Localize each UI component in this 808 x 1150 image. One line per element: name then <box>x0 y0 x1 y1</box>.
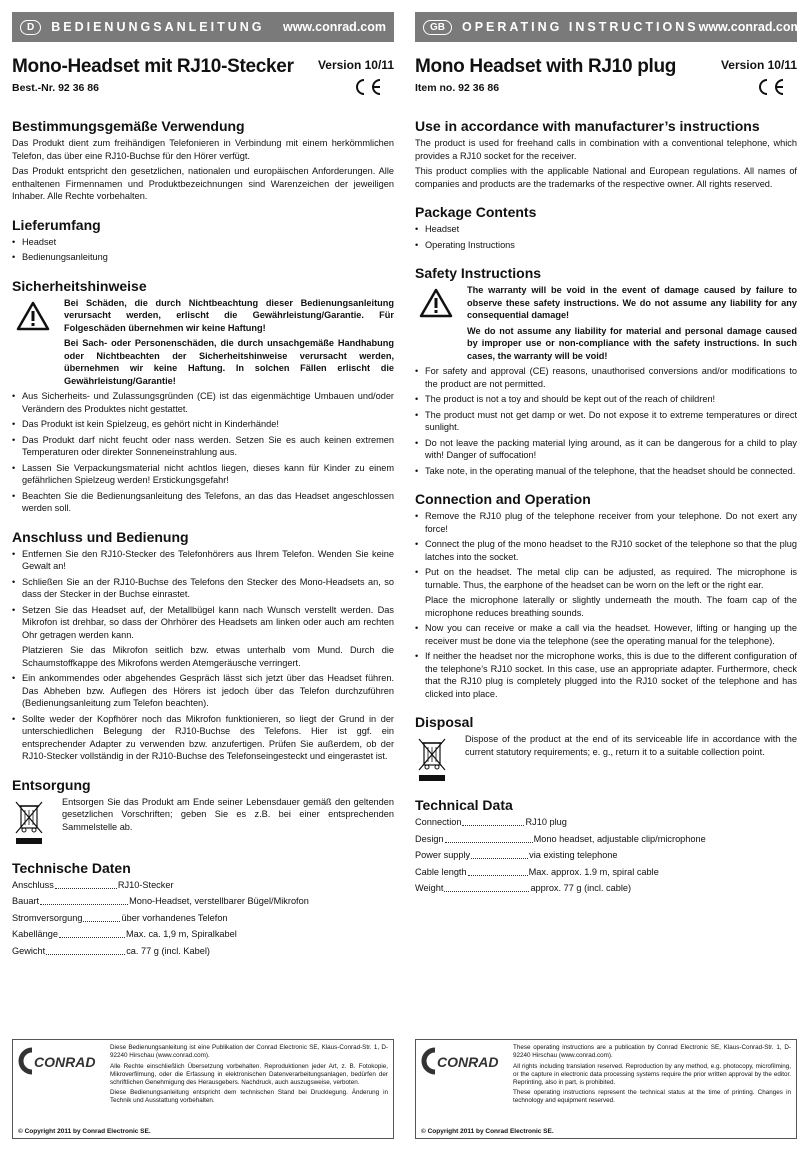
spec-key: Bauart <box>12 896 40 906</box>
version-label: Version 10/11 <box>317 58 394 72</box>
german-column <box>12 12 394 961</box>
conrad-logo <box>421 1046 509 1076</box>
intended-use-section <box>12 118 394 203</box>
english-footer <box>415 1039 797 1139</box>
english-column <box>415 12 802 899</box>
section-heading: Bestimmungsgemäße Verwendung <box>12 118 245 134</box>
list-item: • Remove the RJ10 plug of the telephone receiver from your telephone. Do not exert any force! <box>415 510 797 535</box>
spec-value: RJ10-Stecker <box>117 879 174 890</box>
spec-key: Gewicht <box>12 945 46 956</box>
warning-text: Bei Schäden, die durch Nichtbeachtung dieser Bedienungsanleitung verursacht werden, erlischt die Gewährleistung/Garantie. Für Folgeschäden übernehmen wir keine Haftung! <box>64 297 394 333</box>
logo-text: CONRAD <box>34 1054 96 1070</box>
banner-title: BEDIENUNGSANLEITUNG <box>51 20 265 34</box>
section-heading: Safety Instructions <box>415 265 542 281</box>
list-item: • For safety and approval (CE) reasons, unauthorised conversions and/or modifications to the product are not permitted. <box>415 365 797 390</box>
safety-section <box>415 265 797 477</box>
crossed-bin-icon <box>417 737 447 783</box>
spec-value: approx. 77 g (incl. cable) <box>530 883 632 893</box>
copyright: © Copyright 2011 by Conrad Electronic SE. <box>421 1128 554 1135</box>
list-item: • Schließen Sie an der RJ10-Buchse des Telefons den Stecker des Mono-Headsets an, so dass der Stecker in der Buchse einrastet. <box>12 576 394 601</box>
list-item: • The product is not a toy and should be kept out of the reach of children! <box>415 393 797 406</box>
disposal-text: Dispose of the product at the end of its serviceable life in accordance with the current statutory requirements; e. g., return it to a suitable collection point. <box>465 734 797 757</box>
german-footer <box>12 1039 394 1139</box>
spec-key: Kabellänge <box>12 929 58 939</box>
spec-value: über vorhandenes Telefon <box>121 912 228 923</box>
banner-title: OPERATING INSTRUCTIONS <box>462 20 699 34</box>
warning-triangle-icon <box>419 288 453 318</box>
spec-row <box>12 895 394 908</box>
section-heading: Connection and Operation <box>415 491 591 507</box>
spec-row <box>415 833 797 846</box>
spec-row <box>415 816 797 829</box>
paragraph: Das Produkt entspricht den gesetzlichen, nationalen und europäischen Anforderungen. Alle enthaltenen Firmennamen und Produktbezeichnungen sind Warenzeichen der jeweiligen Inhaber. Alle Rechte vorbehalten. <box>12 166 394 201</box>
title-block <box>415 56 797 104</box>
spec-key: Power supply <box>415 850 471 860</box>
version-label: Version 10/11 <box>720 58 797 72</box>
section-heading: Anschluss und Bedienung <box>12 528 189 545</box>
list-item: • The product must not get damp or wet. Do not expose it to extreme temperatures or direct sunlight. <box>415 409 797 434</box>
spec-row <box>12 912 394 925</box>
spec-value: Max. ca. 1,9 m, Spiralkabel <box>125 929 237 939</box>
list-item: • Ein ankommendes oder abgehendes Gespräch lässt sich jetzt über das Headset führen. Das Abheben bzw. Auflegen des Hörers ist jedoch über das Telefon durchzuführen (Bedienungsanleitung zum Telefon beachten). <box>12 672 394 710</box>
logo-text: CONRAD <box>437 1054 499 1070</box>
warning-text: We do not assume any liability for material and personal damage caused by improper use or non-compliance with the safety instructions. In such cases, the warranty will be void! <box>467 325 797 361</box>
spec-row <box>415 866 797 879</box>
list-item: • Entfernen Sie den RJ10-Stecker des Telefonhörers aus Ihrem Telefon. Wenden Sie keine Gewalt an! <box>12 548 394 573</box>
intended-use-section <box>415 118 797 190</box>
paragraph: Das Produkt dient zum freihändigen Telefonieren in Verbindung mit einem herkömmlichen Telefon, das über eine RJ10-Buchse für den Hörer verfügt. <box>12 138 394 161</box>
footer-text: These operating instructions represent the technical status at the time of printing. Changes in technology and equipment reserved. <box>513 1089 791 1104</box>
ce-mark-icon <box>757 78 789 96</box>
spec-value: ca. 77 g (incl. Kabel) <box>126 945 210 956</box>
technical-data-section <box>12 860 394 958</box>
disposal-section <box>12 777 394 846</box>
list-item: • Das Produkt darf nicht feucht oder nass werden. Setzen Sie es auch keinen extremen Temperaturen oder direkter Sonneneinstrahlung aus. <box>12 434 394 459</box>
package-contents-section <box>415 204 797 251</box>
spec-key: Stromversorgung <box>12 912 83 923</box>
list-item-continuation: Place the microphone laterally or slightly underneath the mouth. The foam cap of the microphone reduces breathing sounds. <box>425 595 797 618</box>
spec-value: RJ10 plug <box>525 817 567 827</box>
footer-text: All rights including translation reserved. Reproduction by any method, e.g. photocopy, microfilming, or the capture in electronic data processing systems require the prior written approval by the editor. Reprinting, also in part, is prohibited. <box>513 1062 791 1086</box>
list-item: • Bedienungsanleitung <box>12 251 394 264</box>
list-item: • Aus Sicherheits- und Zulassungsgründen (CE) ist das eigenmächtige Umbauen und/oder Verändern des Produktes nicht gestattet. <box>12 390 394 415</box>
footer-text: Alle Rechte einschließlich Übersetzung vorbehalten. Reproduktionen jeder Art, z. B. Fotokopie, Mikroverfilmung, oder die Erfassung in elektronischen Datenverarbeitungsanlagen, bedürfen der schriftlichen Genehmigung des Herausgebers. Nachdruck, auch auszugsweise, verboten. <box>110 1062 388 1086</box>
disposal-text: Entsorgen Sie das Produkt am Ende seiner Lebensdauer gemäß den geltenden gesetzlichen Vorschriften; geben Sie es z.B. bei einer entsprechenden Sammelstelle ab. <box>62 796 394 832</box>
copyright: © Copyright 2011 by Conrad Electronic SE. <box>18 1128 151 1135</box>
paragraph: This product complies with the applicable National and European regulations. All names of companies and products are the trademarks of the respective owner. All rights reserved. <box>415 166 797 189</box>
section-heading: Lieferumfang <box>12 216 101 233</box>
list-item: • Now you can receive or make a call via the headset. However, lifting or hanging up the receiver must be done via the telephone (see the operating manual for the telephone). <box>415 622 797 647</box>
spec-row <box>415 882 797 895</box>
list-item <box>415 566 797 619</box>
conrad-logo <box>18 1046 106 1076</box>
spec-key: Connection <box>415 817 462 827</box>
list-item: • Sollte weder der Kopfhörer noch das Mikrofon funktionieren, so liegt der Grund in der unterschiedlichen Belegung der RJ10-Buchse des Telefons. Hier ist ggf. ein entsprechender Adapter zu verwenden bzw. anzufertigen. Prüfen Sie außerdem, ob der RJ10-Stecker vollständig in der RJ10-Buchse des Telefonseingesteckt und eingerastet ist. <box>12 713 394 763</box>
banner-url[interactable]: www.conrad.com <box>282 20 386 34</box>
list-item-continuation: Platzieren Sie das Mikrofon seitlich bzw. etwas unterhalb vom Mund. Durch die Schaumstoffkappe des Mikrofons werden Atemgeräusche verringert. <box>22 645 394 668</box>
package-contents-section <box>12 217 394 264</box>
list-item: • Beachten Sie die Bedienungsanleitung des Telefons, an das das Headset angeschlossen werden soll. <box>12 490 394 515</box>
list-item: • Headset <box>415 223 797 236</box>
list-item: • Lassen Sie Verpackungsmaterial nicht achtlos liegen, dieses kann für Kinder zu einem gefährlichen Spielzeug werden! Erstickungsgefahr! <box>12 462 394 487</box>
list-item: • If neither the headset nor the microphone works, this is due to the different configuration of the telephone’s RJ10 socket. In this case, use an appropriate adapter. Furthermore, check that the RJ10 plug is completely plugged into the RJ10 socket of the telephone and has clicked into place. <box>415 650 797 700</box>
list-item: • Take note, in the operating manual of the telephone, that the headset should be connected. <box>415 465 797 478</box>
banner-url[interactable]: www.conrad.com <box>698 20 802 34</box>
item-number: Item no. 92 36 86 <box>415 82 500 94</box>
spec-row <box>12 928 394 941</box>
list-item: • Headset <box>12 236 394 249</box>
ce-mark-icon <box>354 78 386 96</box>
paragraph: The product is used for freehand calls in combination with a conventional telephone, which provides a RJ10 socket for the receiver. <box>415 138 797 161</box>
section-heading: Disposal <box>415 714 474 730</box>
spec-value: via existing telephone <box>529 850 618 860</box>
list-item: • Do not leave the packing material lying around, as it can be dangerous for a child to play with! Danger of suffocation! <box>415 437 797 462</box>
spec-value: Mono-Headset, verstellbarer Bügel/Mikrofon <box>129 896 309 906</box>
section-heading: Sicherheitshinweise <box>12 277 147 294</box>
section-heading: Package Contents <box>415 204 537 220</box>
spec-row <box>12 945 394 958</box>
document-title: Mono-Headset mit RJ10-Stecker <box>12 56 294 77</box>
spec-key: Design <box>415 833 444 844</box>
language-badge: GB <box>423 20 452 35</box>
list-item: • Operating Instructions <box>415 239 797 252</box>
list-item: • Das Produkt ist kein Spielzeug, es gehört nicht in Kinderhände! <box>12 418 394 431</box>
item-number: Best.-Nr. 92 36 86 <box>12 82 99 94</box>
warning-text: The warranty will be void in the event of damage caused by failure to observe these safety instructions. We do not assume any liability for any consequential damage! <box>467 285 797 320</box>
footer-text: These operating instructions are a publication by Conrad Electronic SE, Klaus-Conrad-Str. 1, D-92240 Hirschau (www.conrad.com). <box>513 1044 791 1059</box>
technical-data-section <box>415 797 797 895</box>
list-item-text: Put on the headset. The metal clip can be adjusted, as required. The microphone is turnable. Thus, the earphone of the headset can be worn on the left or the right ear. <box>425 567 797 590</box>
footer-text: Diese Bedienungsanleitung ist eine Publikation der Conrad Electronic SE, Klaus-Conrad-Str. 1, D-92240 Hirschau (www.conrad.com). <box>110 1044 388 1059</box>
spec-key: Weight <box>415 883 444 893</box>
list-item <box>12 604 394 670</box>
connection-section <box>12 529 394 763</box>
language-badge: D <box>20 20 41 35</box>
german-banner <box>12 12 394 42</box>
spec-value: Mono headset, adjustable clip/microphone <box>533 833 706 844</box>
spec-key: Anschluss <box>12 879 54 890</box>
section-heading: Entsorgung <box>12 776 91 793</box>
english-banner <box>415 12 802 42</box>
footer-text: Diese Bedienungsanleitung entspricht dem technischen Stand bei Drucklegung. Änderung in Technik und Ausstattung vorbehalten. <box>110 1089 388 1104</box>
safety-section <box>12 278 394 515</box>
list-item-text: Setzen Sie das Headset auf, der Metallbügel kann nach Wunsch verstellt werden. Das Mikrofon ist drehbar, so dass der Ohrhörer des Headsets am linken oder auch am rechten Ohr getragen werden kann. <box>22 604 394 640</box>
spec-row <box>415 849 797 862</box>
spec-key: Cable length <box>415 866 467 877</box>
spec-row <box>12 879 394 892</box>
disposal-section <box>415 714 797 783</box>
section-heading: Technical Data <box>415 797 513 813</box>
warning-text: Bei Sach- oder Personenschäden, die durch unsachgemäße Handhabung oder Nichtbeachten der Sicherheitshinweise verursacht werden, übernehmen wir keine Haftung. In solchen Fällen erlischt die Gewährleistung/Garantie! <box>64 338 394 386</box>
title-block <box>12 56 394 104</box>
warning-triangle-icon <box>16 301 50 331</box>
crossed-bin-icon <box>14 800 44 846</box>
section-heading: Use in accordance with manufacturer’s instructions <box>415 118 760 134</box>
document-title: Mono Headset with RJ10 plug <box>415 56 677 77</box>
spec-value: Max. approx. 1.9 m, spiral cable <box>528 866 659 877</box>
list-item: • Connect the plug of the mono headset to the RJ10 socket of the telephone so that the plug latches into the socket. <box>415 538 797 563</box>
section-heading: Technische Daten <box>12 859 131 876</box>
connection-section <box>415 491 797 700</box>
